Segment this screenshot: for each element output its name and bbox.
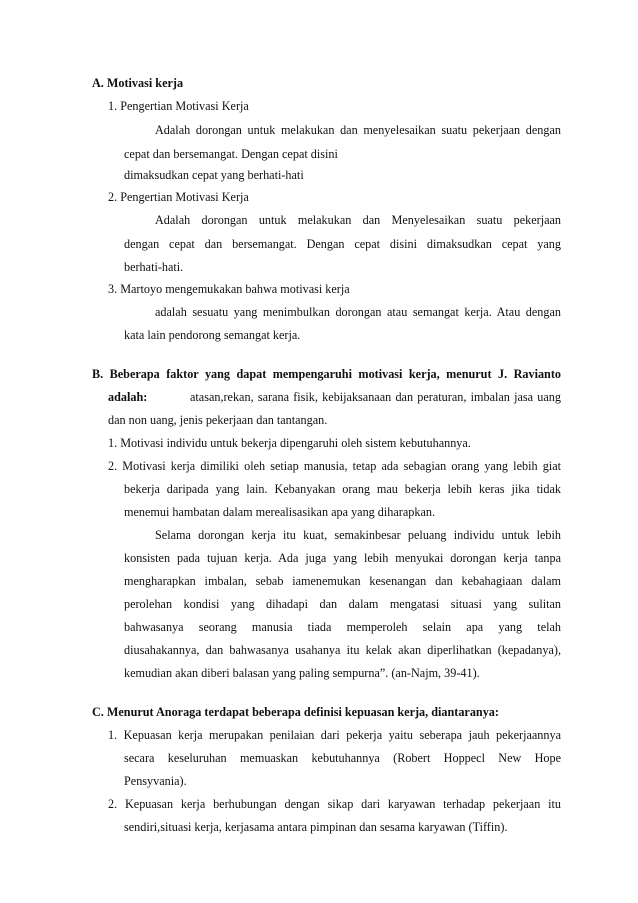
section-a-item2-title: 2. Pengertian Motivasi Kerja	[108, 190, 249, 204]
section-a-item1-line: Adalah dorongan untuk melakukan dan menyelesaikan suatu pekerjaan dengan	[155, 123, 561, 137]
section-a-item2-line: Adalah dorongan untuk melakukan dan Menyelesaikan suatu pekerjaan	[155, 213, 561, 227]
section-a-item2-line: dengan cepat dan bersemangat. Dengan cepat disini dimaksudkan cepat yang	[124, 237, 561, 251]
section-c-heading: C. Menurut Anoraga terdapat beberapa definisi kepuasan kerja, diantaranya:	[92, 705, 499, 719]
section-a-item2-line: berhati-hati.	[124, 260, 184, 274]
section-b-paragraph-line: bahwasanya seorang manusia tiada memperoleh selain apa yang telah	[124, 620, 561, 634]
section-b-heading: B. Beberapa faktor yang dapat mempengaruhi motivasi kerja, menurut J. Ravianto	[92, 367, 561, 381]
section-a-item1-line: dimaksudkan cepat yang berhati-hati	[124, 168, 304, 182]
section-b-paragraph-line: Selama dorongan kerja itu kuat, semakinbesar peluang individu untuk lebih	[155, 528, 561, 542]
section-a-item1-title: 1. Pengertian Motivasi Kerja	[108, 99, 249, 113]
section-b-heading-rest: atasan,rekan, sarana fisik, kebijaksanaan dan peraturan, imbalan jasa uang	[190, 390, 561, 404]
section-a-heading: A. Motivasi kerja	[92, 76, 184, 90]
section-b-item2-line: bekerja daripada yang lain. Kebanyakan orang mau bekerja lebih keras jika tidak	[124, 482, 561, 496]
section-c-item1-line: Pensyvania).	[124, 774, 187, 788]
section-b-heading-continued: adalah:	[108, 390, 148, 404]
section-b-paragraph-line: kemudian akan diberi balasan yang paling sempurna”. (an-Najm, 39-41).	[124, 666, 480, 680]
section-b-item1: 1. Motivasi individu untuk bekerja dipengaruhi oleh sistem kebutuhannya.	[108, 436, 471, 450]
section-b-paragraph-line: diusahakannya, dan bahwasanya usahanya itu kelak akan diperlihatkan (kepadanya),	[124, 643, 561, 657]
section-a-item3-line: kata lain pendorong semangat kerja.	[124, 328, 301, 342]
section-b-paragraph-line: konsisten pada tujuan kerja. Ada juga yang lebih menyukai dorongan kerja tanpa	[124, 551, 561, 565]
section-c-item2-line: 2. Kepuasan kerja berhubungan dengan sikap dari karyawan terhadap pekerjaan itu	[108, 797, 561, 811]
section-c-item1-line: secara keseluruhan memuaskan kebutuhannya (Robert Hoppecl New Hope	[124, 751, 561, 765]
section-b-line: dan non uang, jenis pekerjaan dan tantangan.	[108, 413, 328, 427]
section-b-paragraph-line: perolehan kondisi yang dihadapi dan dalam mengatasi situasi yang sulitan	[124, 597, 561, 611]
section-b-paragraph-line: mengharapkan imbalan, sebab iamenemukan kesenangan dan kebahagiaan dalam	[124, 574, 561, 588]
section-a-item1-line: cepat dan bersemangat. Dengan cepat disini	[124, 147, 338, 161]
section-a-item3-line: adalah sesuatu yang menimbulkan dorongan atau semangat kerja. Atau dengan	[155, 305, 561, 319]
section-b-item2-line: menemui hambatan dalam merealisasikan apa yang diharapkan.	[124, 505, 435, 519]
section-a-item3-title: 3. Martoyo mengemukakan bahwa motivasi kerja	[108, 282, 350, 296]
section-c-item1-line: 1. Kepuasan kerja merupakan penilaian dari pekerja yaitu seberapa jauh pekerjaannya	[108, 728, 561, 742]
section-b-item2-line: 2. Motivasi kerja dimiliki oleh setiap manusia, tetap ada sebagian orang yang lebih giat	[108, 459, 561, 473]
section-c-item2-line: sendiri,situasi kerja, kerjasama antara pimpinan dan sesama karyawan (Tiffin).	[124, 820, 508, 834]
